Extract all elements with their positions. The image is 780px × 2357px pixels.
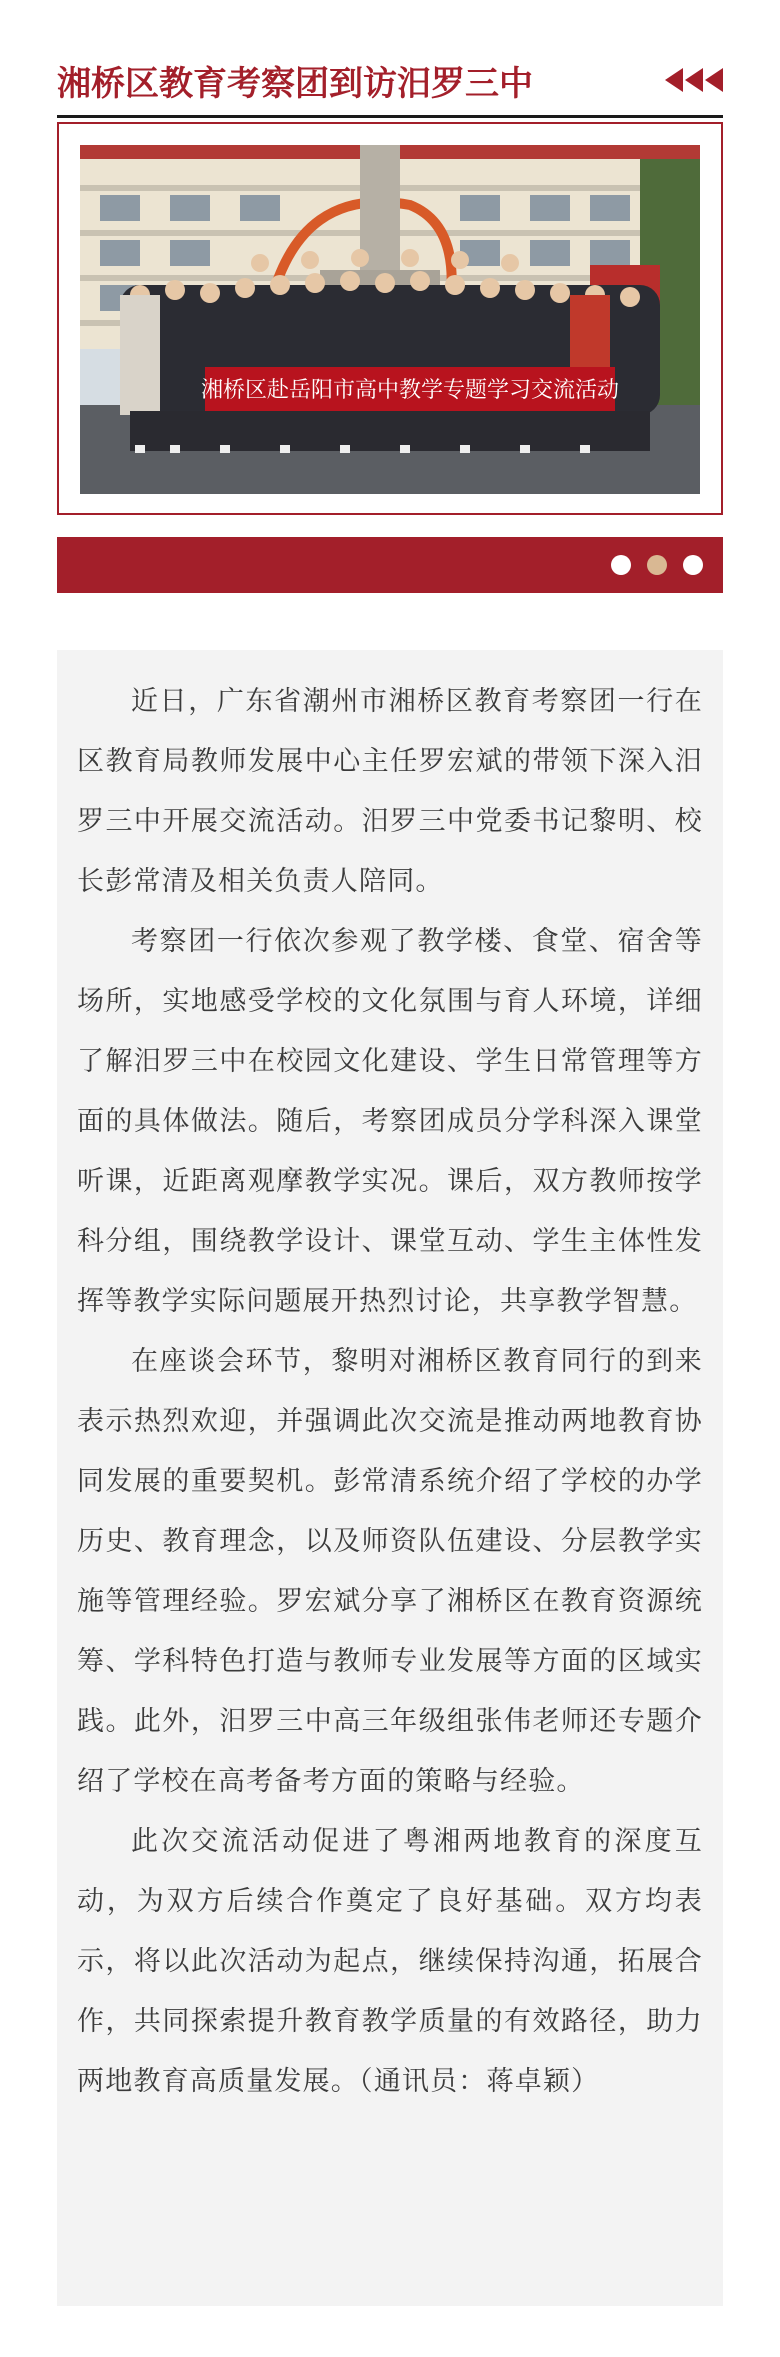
carousel-dot[interactable] [683, 555, 703, 575]
header-divider [57, 115, 723, 118]
article-paragraph: 近日，广东省潮州市湘桥区教育考察团一行在区教育局教师发展中心主任罗宏斌的带领下深入汨罗三中开展交流活动。汨罗三中党委书记黎明、校长彭常清及相关负责人陪同。 [77, 686, 703, 897]
carousel-indicator-bar [57, 537, 723, 593]
carousel-dot-active[interactable] [647, 555, 667, 575]
article-paragraph: 考察团一行依次参观了教学楼、食堂、宿舍等场所，实地感受学校的文化氛围与育人环境，详细了解汨罗三中在校园文化建设、学生日常管理等方面的具体做法。随后，考察团成员分学科深入课堂听课，近距离观摩教学实况。课后，双方教师按学科分组，围绕教学设计、课堂互动、学生主体性发挥等教学实际问题展开热烈讨论，共享教学智慧。 [77, 926, 703, 1317]
triple-left-arrow-icon[interactable] [665, 68, 723, 92]
carousel-dots [611, 555, 703, 575]
arrow-left-icon [705, 68, 723, 92]
article-paragraph: 此次交流活动促进了粤湘两地教育的深度互动，为双方后续合作奠定了良好基础。双方均表示，将以此次活动为起点，继续保持沟通，拓展合作，共同探索提升教育教学质量的有效路径，助力两地教育高质量发展。（通讯员：蒋卓颖） [77, 1826, 703, 2097]
page-title: 湘桥区教育考察团到访汨罗三中 [57, 64, 533, 104]
arrow-left-icon [685, 68, 703, 92]
section-header [57, 50, 723, 114]
group-photo[interactable] [80, 145, 700, 494]
photo-banner-text: 湘桥区赴岳阳市高中教学专题学习交流活动 [200, 378, 620, 403]
article-body [57, 650, 723, 2306]
arrow-left-icon [665, 68, 683, 92]
photo-illustration [80, 145, 700, 494]
article-paragraph: 在座谈会环节，黎明对湘桥区教育同行的到来表示热烈欢迎，并强调此次交流是推动两地教育协同发展的重要契机。彭常清系统介绍了学校的办学历史、教育理念，以及师资队伍建设、分层教学实施等管理经验。罗宏斌分享了湘桥区在教育资源统筹、学科特色打造与教师专业发展等方面的区域实践。此外，汨罗三中高三年级组张伟老师还专题介绍了学校在高考备考方面的策略与经验。 [77, 1346, 703, 1797]
carousel-dot[interactable] [611, 555, 631, 575]
carousel-frame [57, 122, 723, 515]
